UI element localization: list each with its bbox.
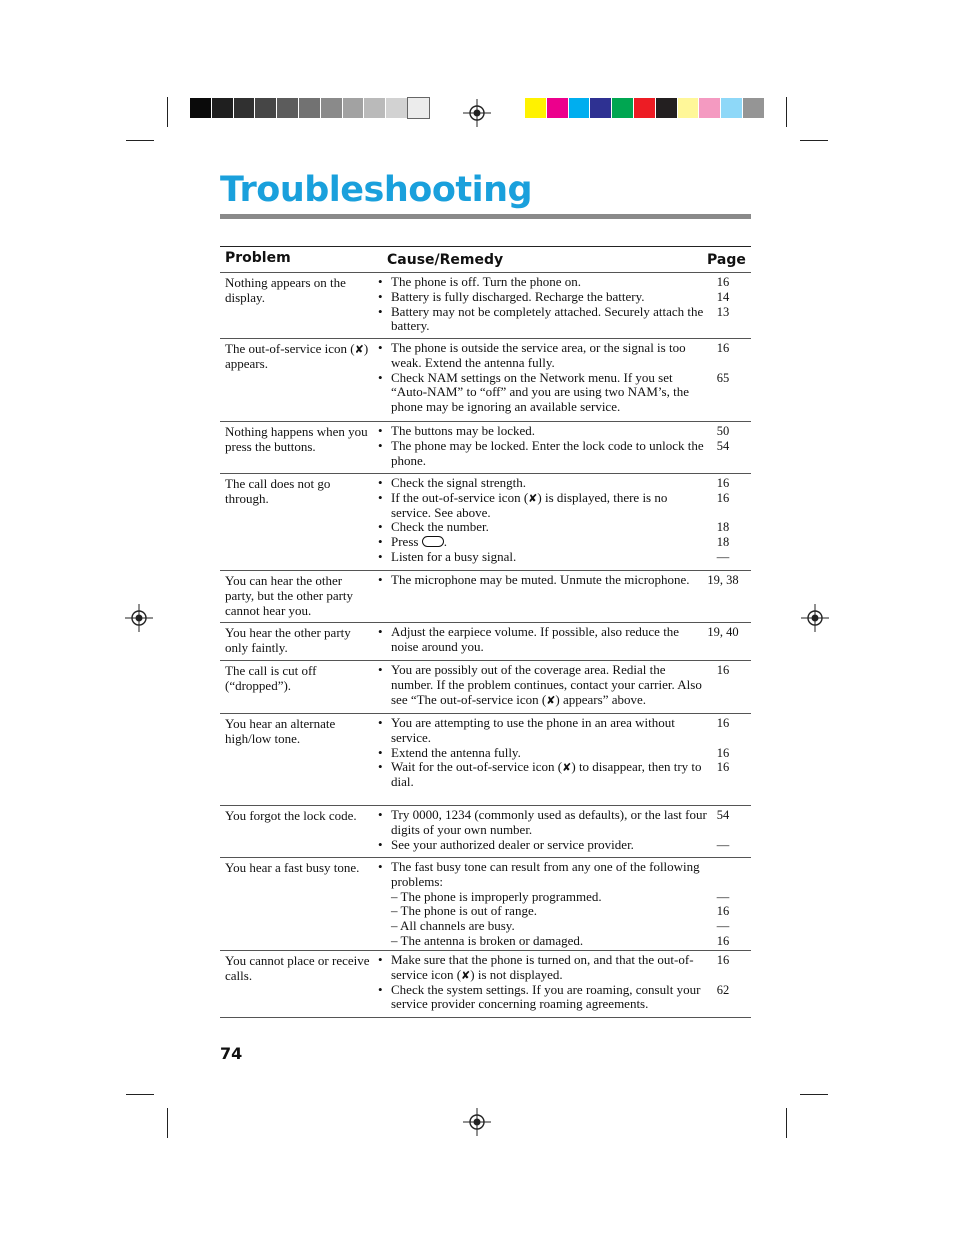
cause-item: • Check the system settings. If you are roaming, consult your service provider concerning roaming agreements. <box>378 983 708 1013</box>
table-row <box>220 858 751 951</box>
troubleshooting-table <box>220 246 751 1018</box>
page-title: Troubleshooting <box>220 170 533 210</box>
color-swatch <box>255 98 276 118</box>
page-reference <box>698 731 748 746</box>
page-reference: 16 <box>716 663 730 677</box>
color-swatch <box>634 98 655 118</box>
table-body <box>220 273 751 1018</box>
cause-cell <box>378 275 708 334</box>
cause-cell <box>378 424 708 468</box>
page-reference: 14 <box>716 289 730 304</box>
cause-item: • The phone is outside the service area, or the signal is too weak. Extend the antenna fully. <box>378 341 708 371</box>
cause-item: • See your authorized dealer or service provider. <box>378 838 708 853</box>
page-cell <box>698 476 748 565</box>
table-row <box>220 623 751 661</box>
header-page: Page <box>707 252 746 268</box>
page-reference: 16 <box>716 745 730 760</box>
cause-item: • Wait for the out-of-service icon (✘) to disappear, then try to dial. <box>378 760 708 790</box>
page-reference <box>698 968 748 983</box>
problem-cell: Nothing appears on the display. <box>225 275 346 305</box>
problem-cell: You can hear the other party, but the other party cannot hear you. <box>225 573 354 618</box>
table-row <box>220 714 751 806</box>
cause-item: • You are attempting to use the phone in an area without service. <box>378 716 708 746</box>
page-reference: 54 <box>716 438 730 453</box>
cause-item: • The microphone may be muted. Unmute the microphone. <box>378 573 708 588</box>
problem-cell: You hear an alternate high/low tone. <box>225 716 336 746</box>
page-cell <box>698 808 748 852</box>
table-row <box>220 571 751 623</box>
color-swatch <box>743 98 764 118</box>
page-reference: 50 <box>716 424 730 438</box>
cause-item: • Extend the antenna fully. <box>378 746 708 761</box>
table-row <box>220 661 751 714</box>
cause-cell <box>378 663 708 707</box>
registration-mark-icon <box>801 604 829 632</box>
cause-item: • Press . <box>378 535 708 550</box>
crop-mark <box>800 140 828 141</box>
page-reference: 65 <box>716 370 730 385</box>
page-reference: — <box>716 837 730 852</box>
cause-cell <box>378 341 708 415</box>
cause-cell <box>378 716 708 790</box>
problem-cell: You cannot place or receive calls. <box>225 953 370 983</box>
crop-mark <box>126 1094 154 1095</box>
header-problem: Problem <box>225 250 291 266</box>
problem-cell: Nothing happens when you press the buttons. <box>225 424 368 454</box>
problem-cell: The call does not go through. <box>225 476 331 506</box>
color-swatch <box>299 98 320 118</box>
crop-mark <box>167 1108 168 1138</box>
out-of-service-icon: ✘ <box>546 693 556 707</box>
page-reference: — <box>716 919 730 934</box>
color-swatch <box>678 98 699 118</box>
crop-mark <box>126 140 154 141</box>
cause-cell <box>378 860 708 949</box>
cause-item: • Try 0000, 1234 (commonly used as defaults), or the last four digits of your own number. <box>378 808 708 838</box>
page-cell <box>698 860 748 949</box>
page-number: 74 <box>220 1044 243 1063</box>
page-reference: 16 <box>716 953 730 967</box>
page-cell <box>698 573 748 588</box>
color-swatch <box>364 98 385 118</box>
page-reference: 13 <box>716 304 730 319</box>
cause-item: • Check the signal strength. <box>378 476 708 491</box>
table-row <box>220 339 751 422</box>
problem-cell: You forgot the lock code. <box>225 808 357 823</box>
color-swatch <box>408 98 429 118</box>
table-row <box>220 422 751 474</box>
cause-subitem: – The antenna is broken or damaged. <box>391 932 584 948</box>
color-swatch <box>569 98 590 118</box>
cause-subitem: – All channels are busy. <box>391 918 515 934</box>
color-swatch <box>321 98 342 118</box>
cause-cell <box>378 625 708 655</box>
table-row <box>220 951 751 1018</box>
crop-mark <box>167 97 168 127</box>
cause-cell <box>378 573 708 588</box>
color-swatch <box>525 98 546 118</box>
out-of-service-icon: ✘ <box>461 968 471 982</box>
header-cause: Cause/Remedy <box>387 252 504 268</box>
cause-item: • Battery may not be completely attached. Securely attach the battery. <box>378 305 708 335</box>
color-swatch <box>343 98 364 118</box>
problem-cell: The call is cut off (“dropped”). <box>225 663 317 693</box>
color-swatch <box>277 98 298 118</box>
cause-item: • Check NAM settings on the Network menu. If you set “Auto-NAM” to “off” and you are using two NAM’s, the phone may be ignoring an available service. <box>378 371 708 415</box>
page-reference: 16 <box>716 275 730 289</box>
cause-item: • Listen for a busy signal. <box>378 550 708 565</box>
page-cell <box>698 341 748 385</box>
page-reference: 16 <box>716 760 730 775</box>
color-swatch <box>590 98 611 118</box>
cause-item: • If the out-of-service icon (✘) is displayed, there is no service. See above. <box>378 491 708 521</box>
registration-mark-icon <box>463 99 491 127</box>
cause-item: • The phone is off. Turn the phone on. <box>378 275 708 290</box>
page-reference: 19, 38 <box>707 573 739 587</box>
table-row <box>220 806 751 858</box>
page-reference <box>698 356 748 371</box>
page-reference: 16 <box>716 341 730 355</box>
cause-subitem: – The phone is out of range. <box>391 903 537 919</box>
title-rule <box>220 214 751 219</box>
table-row <box>220 273 751 339</box>
page-reference: 18 <box>716 520 730 535</box>
cause-item: • Battery is fully discharged. Recharge the battery. <box>378 290 708 305</box>
page-reference: 16 <box>716 904 730 919</box>
page-cell <box>698 663 748 678</box>
crop-mark <box>786 97 787 127</box>
color-swatch <box>699 98 720 118</box>
cause-item: • The phone may be locked. Enter the lock code to unlock the phone. <box>378 439 708 469</box>
color-swatch <box>234 98 255 118</box>
color-swatch <box>547 98 568 118</box>
color-swatch <box>721 98 742 118</box>
cause-cell <box>378 953 708 1012</box>
problem-cell: The out-of-service icon (✘) appears. <box>225 341 369 371</box>
problem-cell: You hear a fast busy tone. <box>225 860 360 875</box>
page-reference <box>698 860 748 875</box>
cause-item: • The fast busy tone can result from any one of the following problems: <box>378 860 708 890</box>
registration-mark-icon <box>125 604 153 632</box>
cause-cell <box>378 476 708 565</box>
send-key-icon <box>422 536 444 547</box>
color-swatch <box>386 98 407 118</box>
out-of-service-icon: ✘ <box>562 761 572 775</box>
color-swatch <box>212 98 233 118</box>
cause-item: • Adjust the earpiece volume. If possible, also reduce the noise around you. <box>378 625 708 655</box>
cause-item: • The buttons may be locked. <box>378 424 708 439</box>
page-reference <box>698 823 748 838</box>
table-row <box>220 474 751 571</box>
out-of-service-icon: ✘ <box>528 491 538 505</box>
page-reference: 16 <box>716 490 730 505</box>
cause-item: • Check the number. <box>378 520 708 535</box>
color-swatch <box>656 98 677 118</box>
cause-item: • You are possibly out of the coverage area. Redial the number. If the problem continues, contact your carrier. Also see “The out-of-service icon (✘) appears” above. <box>378 663 708 707</box>
page-cell <box>698 424 748 454</box>
page-reference: 18 <box>716 535 730 550</box>
page-reference: 54 <box>716 808 730 822</box>
cause-subitem: – The phone is improperly programmed. <box>391 888 602 904</box>
page-reference <box>698 506 748 521</box>
page-reference: 19, 40 <box>707 625 739 639</box>
problem-cell: You hear the other party only faintly. <box>225 625 351 655</box>
page-reference <box>698 875 748 890</box>
crop-mark <box>800 1094 828 1095</box>
page-reference: 16 <box>716 476 730 490</box>
page-cell <box>698 275 748 319</box>
page-reference: — <box>716 549 730 564</box>
color-swatch <box>612 98 633 118</box>
cause-item: • Make sure that the phone is turned on, and that the out-of-service icon (✘) is not displayed. <box>378 953 708 983</box>
page-reference: 16 <box>716 716 730 730</box>
crop-mark <box>786 1108 787 1138</box>
page-reference: — <box>716 889 730 904</box>
page-cell <box>698 716 748 775</box>
registration-mark-icon <box>463 1108 491 1136</box>
out-of-service-icon: ✘ <box>354 343 364 356</box>
page-cell <box>698 953 748 997</box>
page-reference: 16 <box>716 933 730 948</box>
color-swatch <box>190 98 211 118</box>
page-cell <box>698 625 748 640</box>
cause-cell <box>378 808 708 852</box>
page-reference: 62 <box>716 982 730 997</box>
table-header <box>220 247 751 273</box>
